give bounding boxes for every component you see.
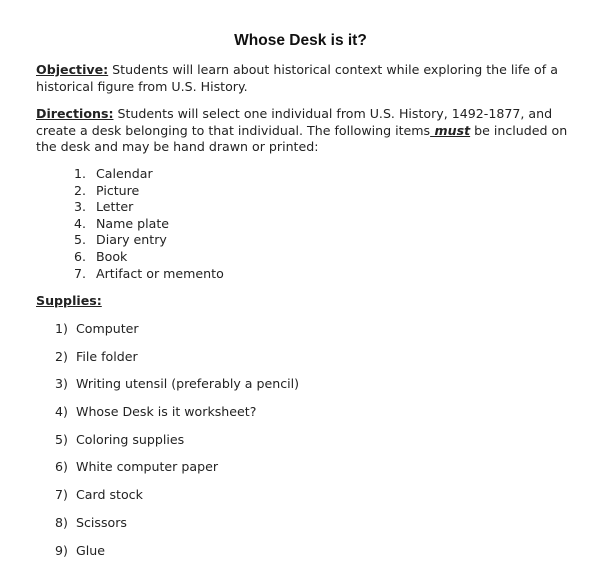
list-item-label: White computer paper: [76, 459, 218, 475]
list-item-number: 1.: [74, 166, 87, 181]
list-item: [74, 249, 224, 266]
list-item-label: File folder: [76, 348, 138, 364]
list-item-number: 6.: [74, 248, 87, 264]
list-item-label: Book: [96, 248, 128, 264]
objective-paragraph: [36, 62, 576, 95]
list-item: [55, 486, 299, 514]
directions-paragraph: [36, 106, 576, 156]
list-item-number: 3.: [74, 199, 87, 215]
list-item-number: 4.: [74, 215, 87, 231]
list-item: [74, 166, 224, 183]
objective-text: Students will learn about historical context while exploring the life of a historical figure from U.S. History.: [36, 62, 558, 94]
supplies-heading: Supplies:: [36, 293, 102, 308]
list-item: [55, 403, 299, 431]
list-item: [74, 199, 224, 216]
list-item-label: Glue: [76, 542, 105, 558]
list-item-number: 2.: [74, 182, 87, 198]
list-item-number: 8): [55, 514, 68, 530]
objective-label: Objective:: [36, 62, 109, 77]
list-item: [74, 216, 224, 233]
list-item-label: Name plate: [96, 215, 170, 231]
list-item-number: 5.: [74, 232, 87, 248]
list-item: [55, 348, 299, 376]
list-item-number: 6): [55, 459, 68, 475]
list-item-label: Calendar: [96, 166, 153, 181]
list-item: [55, 542, 299, 570]
list-item-label: Artifact or memento: [96, 265, 224, 281]
list-item: [74, 266, 224, 283]
directions-emphasis: must: [430, 122, 471, 138]
desk-items-list: [74, 166, 224, 282]
list-item-number: 7): [55, 487, 68, 503]
list-item: [55, 514, 299, 542]
list-item: [74, 183, 224, 200]
list-item: [55, 375, 299, 403]
list-item-number: 4): [55, 404, 68, 420]
list-item-label: Diary entry: [96, 232, 167, 248]
list-item-label: Picture: [96, 182, 140, 198]
list-item-number: 1): [55, 321, 68, 336]
list-item: [74, 232, 224, 249]
list-item: [55, 458, 299, 486]
list-item-label: Writing utensil (preferably a pencil): [76, 376, 300, 392]
directions-text-before: Students will select one individual from U.S. History, 1492-1877, and create a desk belonging to that individual. The following items: [36, 106, 553, 138]
list-item-number: 3): [55, 376, 68, 392]
list-item-label: Scissors: [76, 514, 127, 530]
list-item-number: 5): [55, 431, 68, 447]
list-item-label: Card stock: [76, 487, 143, 503]
document-title: Whose Desk is it?: [234, 32, 367, 49]
supplies-list: [55, 320, 299, 569]
directions-text-after: be included on the desk and may be hand drawn or printed:: [36, 122, 568, 154]
list-item-label: Letter: [96, 199, 134, 215]
list-item-label: Whose Desk is it worksheet?: [76, 404, 257, 420]
list-item: [55, 431, 299, 459]
list-item-number: 7.: [74, 265, 87, 281]
list-item: [55, 320, 299, 348]
list-item-label: Computer: [76, 321, 139, 336]
list-item-number: 2): [55, 348, 68, 364]
list-item-label: Coloring supplies: [76, 431, 185, 447]
directions-label: Directions:: [36, 106, 114, 121]
list-item-number: 9): [55, 542, 68, 558]
